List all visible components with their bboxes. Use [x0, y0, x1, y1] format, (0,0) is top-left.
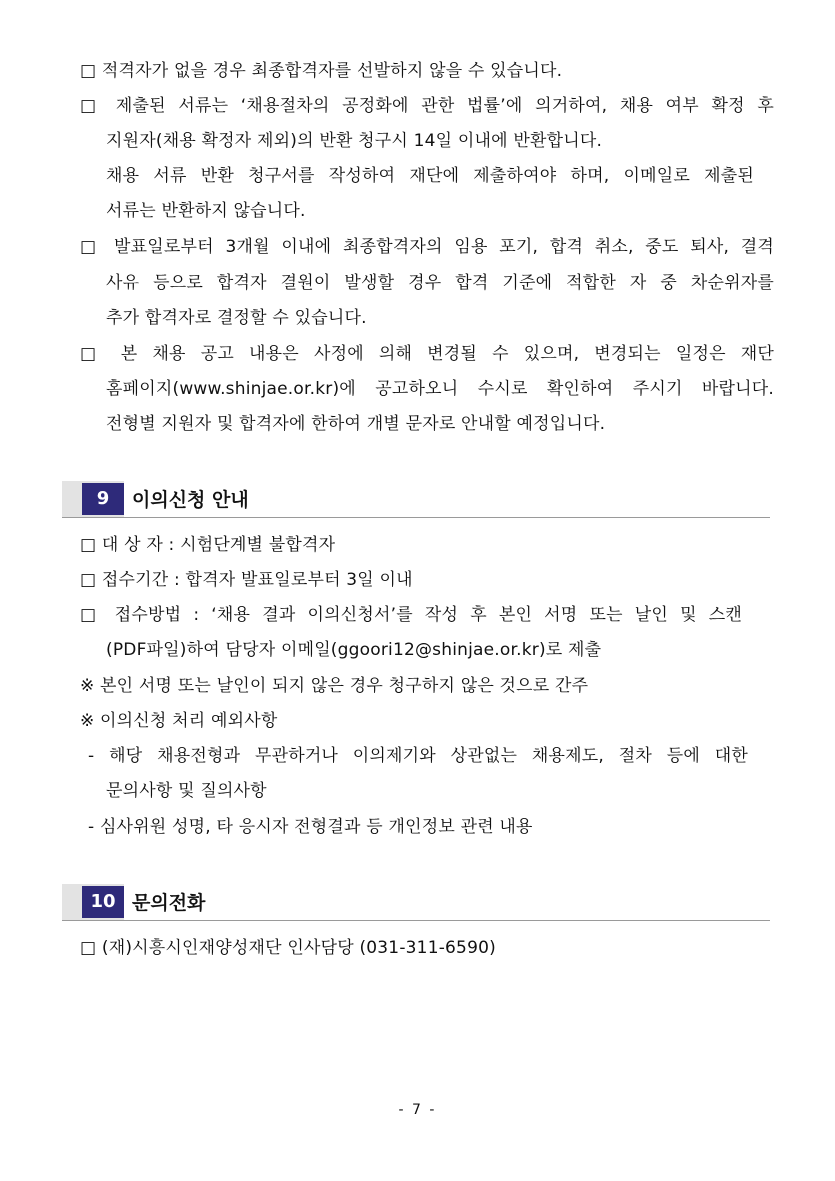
- section-10-header: [62, 884, 770, 921]
- appeal-target: □ 대 상 자 : 시험단계별 불합격자: [80, 535, 336, 555]
- notice-item-sms-notice: 전형별 지원자 및 합격자에 한하여 개별 문자로 안내할 예정입니다.: [106, 414, 606, 434]
- notice-item-no-qualified: □ 적격자가 없을 경우 최종합격자를 선발하지 않을 수 있습니다.: [80, 61, 563, 81]
- appeal-period: □ 접수기간 : 합격자 발표일로부터 3일 이내: [80, 570, 413, 590]
- contact-phone: □ (재)시흥시인재양성재단 인사담당 (031-311-6590): [80, 938, 496, 958]
- section-9-header: [62, 481, 770, 518]
- section-9-number: 9: [82, 483, 124, 515]
- notice-item-vacancy-cont2: 추가 합격자로 결정할 수 있습니다.: [106, 308, 367, 328]
- section-9-title: 이의신청 안내: [132, 489, 249, 511]
- notice-item-documents-return: □ 제출된 서류는 ‘채용절차의 공정화에 관한 법률’에 의거하여, 채용 여부 확정 후: [80, 96, 774, 116]
- appeal-exception-2: - 심사위원 성명, 타 응시자 전형결과 등 개인정보 관련 내용: [88, 817, 533, 837]
- appeal-method-cont: (PDF파일)하여 담당자 이메일(ggoori12@shinjae.or.kr)로 제출: [106, 640, 602, 660]
- notice-item-return-request-cont: 서류는 반환하지 않습니다.: [106, 201, 306, 221]
- section-10-number: 10: [82, 886, 124, 918]
- appeal-note-exceptions: ※ 이의신청 처리 예외사항: [80, 711, 278, 731]
- notice-item-schedule-change-cont: 홈페이지(www.shinjae.or.kr)에 공고하오니 수시로 확인하여 주시기 바랍니다.: [106, 379, 774, 399]
- page-number: - 7 -: [398, 1102, 437, 1118]
- notice-item-return-request: 채용 서류 반환 청구서를 작성하여 재단에 제출하여야 하며, 이메일로 제출된: [106, 166, 754, 186]
- notice-item-vacancy: □ 발표일로부터 3개월 이내에 최종합격자의 임용 포기, 합격 취소, 중도 퇴사, 결격: [80, 237, 774, 257]
- appeal-exception-1-cont: 문의사항 및 질의사항: [106, 781, 267, 801]
- section-9-number-box: [62, 481, 124, 517]
- section-10-title: 문의전화: [132, 892, 206, 914]
- section-10-number-box: [62, 884, 124, 920]
- notice-item-schedule-change: □ 본 채용 공고 내용은 사정에 의해 변경될 수 있으며, 변경되는 일정은 재단: [80, 344, 774, 364]
- notice-item-documents-return-cont: 지원자(채용 확정자 제외)의 반환 청구시 14일 이내에 반환합니다.: [106, 131, 603, 151]
- appeal-exception-1: - 해당 채용전형과 무관하거나 이의제기와 상관없는 채용제도, 절차 등에 대한: [88, 746, 748, 766]
- appeal-note-signature: ※ 본인 서명 또는 날인이 되지 않은 경우 청구하지 않은 것으로 간주: [80, 676, 589, 696]
- notice-item-vacancy-cont: 사유 등으로 합격자 결원이 발생할 경우 합격 기준에 적합한 자 중 차순위자를: [106, 273, 774, 293]
- appeal-method: □ 접수방법 : ‘채용 결과 이의신청서’를 작성 후 본인 서명 또는 날인 및 스캔: [80, 605, 742, 625]
